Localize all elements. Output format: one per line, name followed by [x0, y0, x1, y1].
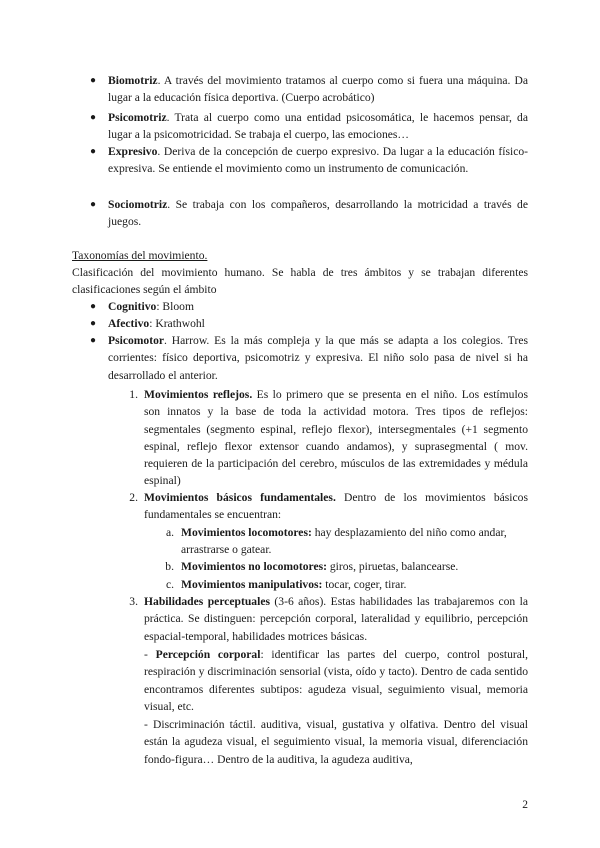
term: Psicomotor — [108, 334, 165, 347]
section-heading: Taxonomías del movimiento. — [72, 249, 208, 262]
list-letter: c. — [165, 578, 174, 591]
bullet-icon: ● — [89, 112, 97, 123]
bullet-text: . A través del movimiento tratamos al cuerpo como si fuera una máquina. Da lugar a la educación física deportiva. (Cuerpo acrobático) — [108, 74, 528, 105]
term: Afectivo — [108, 317, 150, 330]
list-number: 2. — [129, 491, 138, 504]
domain-text: . Harrow. Es la más compleja y la que más se adapta a los colegios. Tres corrientes: físico deportiva, psicomotriz y expresiva. El niño solo pasa de nivel si ha desarrollado el anterior. — [108, 334, 528, 382]
list-letter: a. — [165, 526, 174, 539]
bullet-icon: ● — [89, 199, 97, 210]
numbered-item-basicos — [144, 489, 528, 524]
item-text: tocar, coger, tirar. — [322, 578, 407, 591]
bullet-biomotriz — [108, 72, 528, 107]
term: Percepción corporal — [155, 648, 261, 661]
numbered-item-perceptuales — [144, 593, 528, 645]
term: Sociomotriz — [108, 198, 168, 211]
numbered-item-reflejos — [144, 386, 528, 490]
bullet-text: . Trata al cuerpo como una entidad psicosomática, le hacemos pensar, da lugar a la psicomotricidad. Se trabaja el cuerpo, las emociones… — [108, 111, 528, 142]
term: Movimientos locomotores: — [181, 526, 312, 539]
item-text: giros, piruetas, balancearse. — [326, 560, 459, 573]
term: Cognitivo — [108, 300, 157, 313]
domain-psicomotor — [108, 332, 528, 384]
domain-text: : Krathwohl — [149, 317, 205, 330]
lettered-item-no-locomotores — [181, 558, 528, 575]
term: Psicomotriz — [108, 111, 167, 124]
dash-prefix: - — [144, 648, 156, 661]
item-text: Dentro de los movimientos básicos fundamentales se encuentran: — [144, 491, 528, 522]
bullet-icon: ● — [89, 75, 97, 86]
item-text: Es lo primero que se presenta en el niño. Los estímulos son innatos y la base de toda la actividad motora. Tres tipos de reflejos: segmentales (segmento espinal, reflejo flexor), intersegmentales (+1 segmento espinal, reflejo flexor extensor cuando andamos), y suprasegmental ( mov. requieren de la participación del cerebro, músculos de las extremidades y médula espinal) — [144, 388, 528, 488]
list-letter: b. — [165, 560, 174, 573]
term: Movimientos reflejos. — [144, 388, 253, 401]
page-number: 2 — [522, 799, 528, 811]
bullet-text: . Deriva de la concepción de cuerpo expresivo. Da lugar a la educación físico-expresiva. Se entiende el movimiento como un instrumento de comunicación. — [108, 145, 528, 176]
bullet-icon: ● — [89, 335, 97, 346]
bullet-icon: ● — [89, 301, 97, 312]
percepcion-corporal-paragraph — [144, 646, 528, 715]
term: Movimientos no locomotores: — [181, 560, 327, 573]
paragraph-text: : identificar las partes del cuerpo, control postural, respiración y discriminación sensorial (vista, oído y tacto). Dentro de cada sentido encontramos diferentes subtipos: agudeza visual, seguimiento visual, memoria visual, etc. — [144, 648, 528, 713]
term: Habilidades perceptuales — [144, 595, 270, 608]
bullet-sociomotriz — [108, 196, 528, 231]
term: Biomotriz — [108, 74, 158, 87]
domain-text: : Bloom — [156, 300, 194, 313]
lettered-item-manipulativos — [181, 576, 528, 593]
bullet-icon: ● — [89, 146, 97, 157]
lettered-item-locomotores — [181, 524, 528, 559]
item-text: (3-6 años). Estas habilidades las trabajaremos con la práctica. Se distinguen: percepción corporal, lateralidad y equilibrio, percepción espacial-temporal, habilidades motrices básicas. — [144, 595, 528, 643]
section-intro: Clasificación del movimiento humano. Se habla de tres ámbitos y se trabajan diferentes clasificaciones según el ámbito — [72, 266, 528, 297]
discriminacion-paragraph: - Discriminación táctil. auditiva, visual, gustativa y olfativa. Dentro del visual están la agudeza visual, el seguimiento visual, la memoria visual, diferenciación fondo-figura… Dentro de la auditiva, la agudeza auditiva, — [144, 718, 528, 766]
term: Movimientos básicos fundamentales. — [144, 491, 336, 504]
term: Expresivo — [108, 145, 158, 158]
bullet-icon: ● — [89, 318, 97, 329]
domain-afectivo — [108, 315, 528, 332]
list-number: 1. — [129, 388, 138, 401]
domain-cognitivo — [108, 298, 528, 315]
term: Movimientos manipulativos: — [181, 578, 323, 591]
item-text: hay desplazamiento del niño como andar, arrastrarse o gatear. — [181, 526, 507, 557]
bullet-expresivo — [108, 143, 528, 178]
bullet-psicomotriz — [108, 109, 528, 144]
bullet-text: . Se trabaja con los compañeros, desarrollando la motricidad a través de juegos. — [108, 198, 528, 229]
list-number: 3. — [129, 595, 138, 608]
